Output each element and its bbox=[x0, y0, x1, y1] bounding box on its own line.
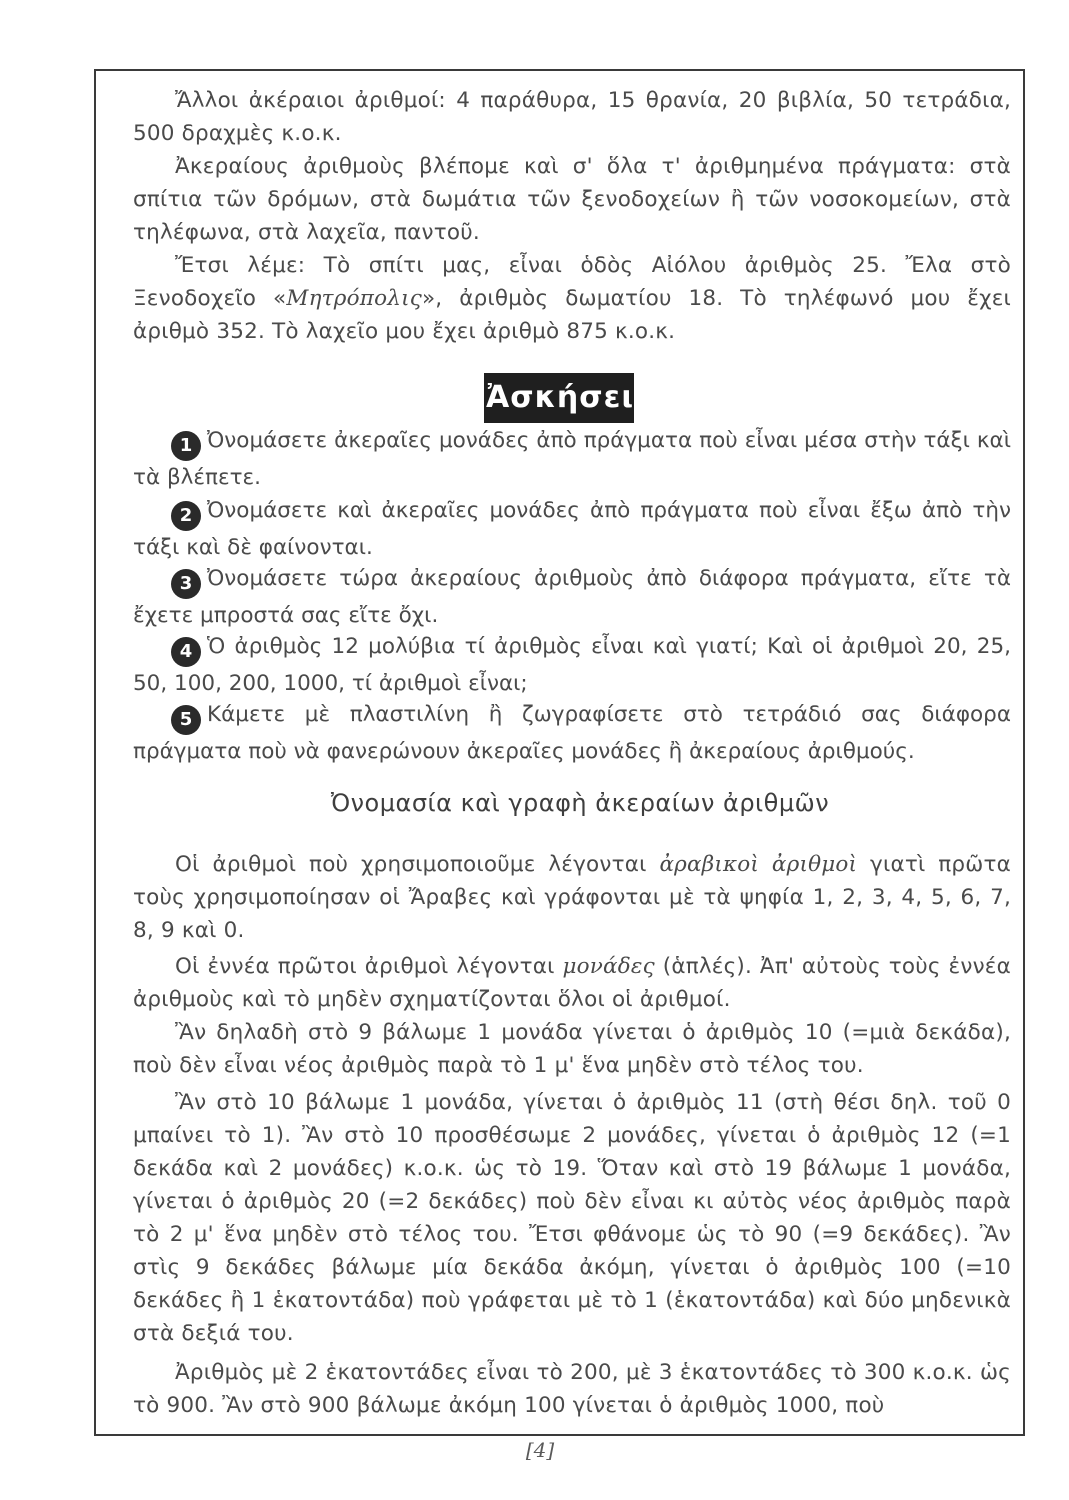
intro-paragraph-2: Ἀκεραίους ἀριθμοὺς βλέπομε καὶ σ' ὅλα τ' ἀριθμημένα πράγματα: στὰ σπίτια τῶν δρόμων, στὰ δωμάτια τῶν ξενοδοχείων ἢ τῶν νοσοκομείων, στὰ τηλέφωνα, στὰ λαχεῖα, παντοῦ. bbox=[133, 154, 1011, 245]
exercise-number-1: 1 bbox=[171, 431, 201, 461]
units-term: μονάδες bbox=[562, 954, 655, 979]
arabic-numerals-term: ἀραβικοὶ ἀριθμοὶ bbox=[659, 852, 858, 877]
intro-paragraph-3: Ἔτσι λέμε: Τὸ σπίτι μας, εἶναι ὁδὸς Αἰόλου ἀριθμὸς 25. Ἔλα στὸ Ξενοδοχεῖο «Μητρόπολις», ἀριθμὸς δωματίου 18. Τὸ τηλέφωνό μου ἔχει ἀριθμὸ 352. Τὸ λαχεῖο μου ἔχει ἀριθμὸ 875 κ.ο.κ. bbox=[133, 253, 1011, 344]
section-heading: Ὀνομασία καὶ γραφὴ ἀκεραίων ἀριθμῶν bbox=[330, 789, 830, 817]
hotel-name: Μητρόπολις bbox=[286, 286, 422, 311]
exercise-number-4: 4 bbox=[171, 637, 201, 667]
exercises-heading: Ἀσκήσεις bbox=[484, 373, 634, 423]
section-paragraph-5: Ἀριθμὸς μὲ 2 ἑκατοντάδες εἶναι τὸ 200, μὲ 3 ἑκατοντάδες τὸ 300 κ.ο.κ. ὡς τὸ 900. Ἂν στὸ 900 βάλωμε ἀκόμη 100 γίνεται ὁ ἀριθμὸς 1000, ποὺ bbox=[133, 1360, 1011, 1418]
page-number: [4] bbox=[525, 1438, 555, 1462]
exercise-item-1: 1 Ὀνομάσετε ἀκεραῖες μονάδες ἀπὸ πράγματα ποὺ εἶναι μέσα στὴν τάξι καὶ τὰ βλέπετε. bbox=[133, 428, 1011, 490]
section-paragraph-4: Ἂν στὸ 10 βάλωμε 1 μονάδα, γίνεται ὁ ἀριθμὸς 11 (στὴ θέσι δηλ. τοῦ 0 μπαίνει τὸ 1). Ἂν στὸ 10 προσθέσωμε 2 μονάδες, γίνεται ὁ ἀριθμὸς 12 (=1 δεκάδα καὶ 2 μονάδες) κ.ο.κ. ὡς τὸ 19. Ὅταν καὶ στὸ 19 βάλωμε 1 μονάδα, γίνεται ὁ ἀριθμὸς 20 (=2 δεκάδες) ποὺ δὲν εἶναι κι αὐτὸς νέος ἀριθμὸς παρὰ τὸ 2 μ' ἕνα μηδὲν στὸ τέλος του. Ἔτσι φθάνομε ὡς τὸ 90 (=9 δεκάδες). Ἂν στὶς 9 δεκάδες βάλωμε μία δεκάδα ἀκόμη, γίνεται ὁ ἀριθμὸς 100 (=10 δεκάδες ἢ 1 ἑκατοντάδα) ποὺ γράφεται μὲ τὸ 1 (ἑκατοντάδα) καὶ δύο μηδενικὰ στὰ δεξιά του. bbox=[133, 1090, 1011, 1346]
section-paragraph-1: Οἱ ἀριθμοὶ ποὺ χρησιμοποιοῦμε λέγονται ἀραβικοὶ ἀριθμοὶ γιατὶ πρῶτα τοὺς χρησιμοποίησαν οἱ Ἄραβες καὶ γράφονται μὲ τὰ ψηφία 1, 2, 3, 4, 5, 6, 7, 8, 9 καὶ 0. bbox=[133, 852, 1011, 943]
exercise-item-3: 3 Ὀνομάσετε τώρα ἀκεραίους ἀριθμοὺς ἀπὸ διάφορα πράγματα, εἴτε τὰ ἔχετε μπροστά σας εἴτε ὄχι. bbox=[133, 566, 1011, 628]
exercise-item-4: 4 Ὁ ἀριθμὸς 12 μολύβια τί ἀριθμὸς εἶναι καὶ γιατί; Καὶ οἱ ἀριθμοὶ 20, 25, 50, 100, 200, 1000, τί ἀριθμοὶ εἶναι; bbox=[133, 634, 1011, 696]
exercise-item-5: 5 Κάμετε μὲ πλαστιλίνη ἢ ζωγραφίσετε στὸ τετράδιό σας διάφορα πράγματα ποὺ νὰ φανερώνουν ἀκεραῖες μονάδες ἢ ἀκεραίους ἀριθμούς. bbox=[133, 702, 1011, 764]
exercise-number-3: 3 bbox=[171, 569, 201, 599]
section-paragraph-2: Οἱ ἐννέα πρῶτοι ἀριθμοὶ λέγονται μονάδες (ἁπλές). Ἀπ' αὐτοὺς τοὺς ἐννέα ἀριθμοὺς καὶ τὸ μηδὲν σχηματίζονται ὅλοι οἱ ἀριθμοί. bbox=[133, 954, 1011, 1012]
exercise-number-5: 5 bbox=[171, 705, 201, 735]
exercise-number-2: 2 bbox=[171, 501, 201, 531]
intro-paragraph-1: Ἄλλοι ἀκέραιοι ἀριθμοί: 4 παράθυρα, 15 θρανία, 20 βιβλία, 50 τετράδια, 500 δραχμὲς κ.ο.κ. bbox=[133, 88, 1011, 146]
section-paragraph-3: Ἂν δηλαδὴ στὸ 9 βάλωμε 1 μονάδα γίνεται ὁ ἀριθμὸς 10 (=μιὰ δεκάδα), ποὺ δὲν εἶναι νέος ἀριθμὸς παρὰ τὸ 1 μ' ἕνα μηδὲν στὸ τέλος του. bbox=[133, 1020, 1011, 1078]
exercise-item-2: 2 Ὀνομάσετε καὶ ἀκεραῖες μονάδες ἀπὸ πράγματα ποὺ εἶναι ἔξω ἀπὸ τὴν τάξι καὶ δὲ φαίνονται. bbox=[133, 498, 1011, 560]
